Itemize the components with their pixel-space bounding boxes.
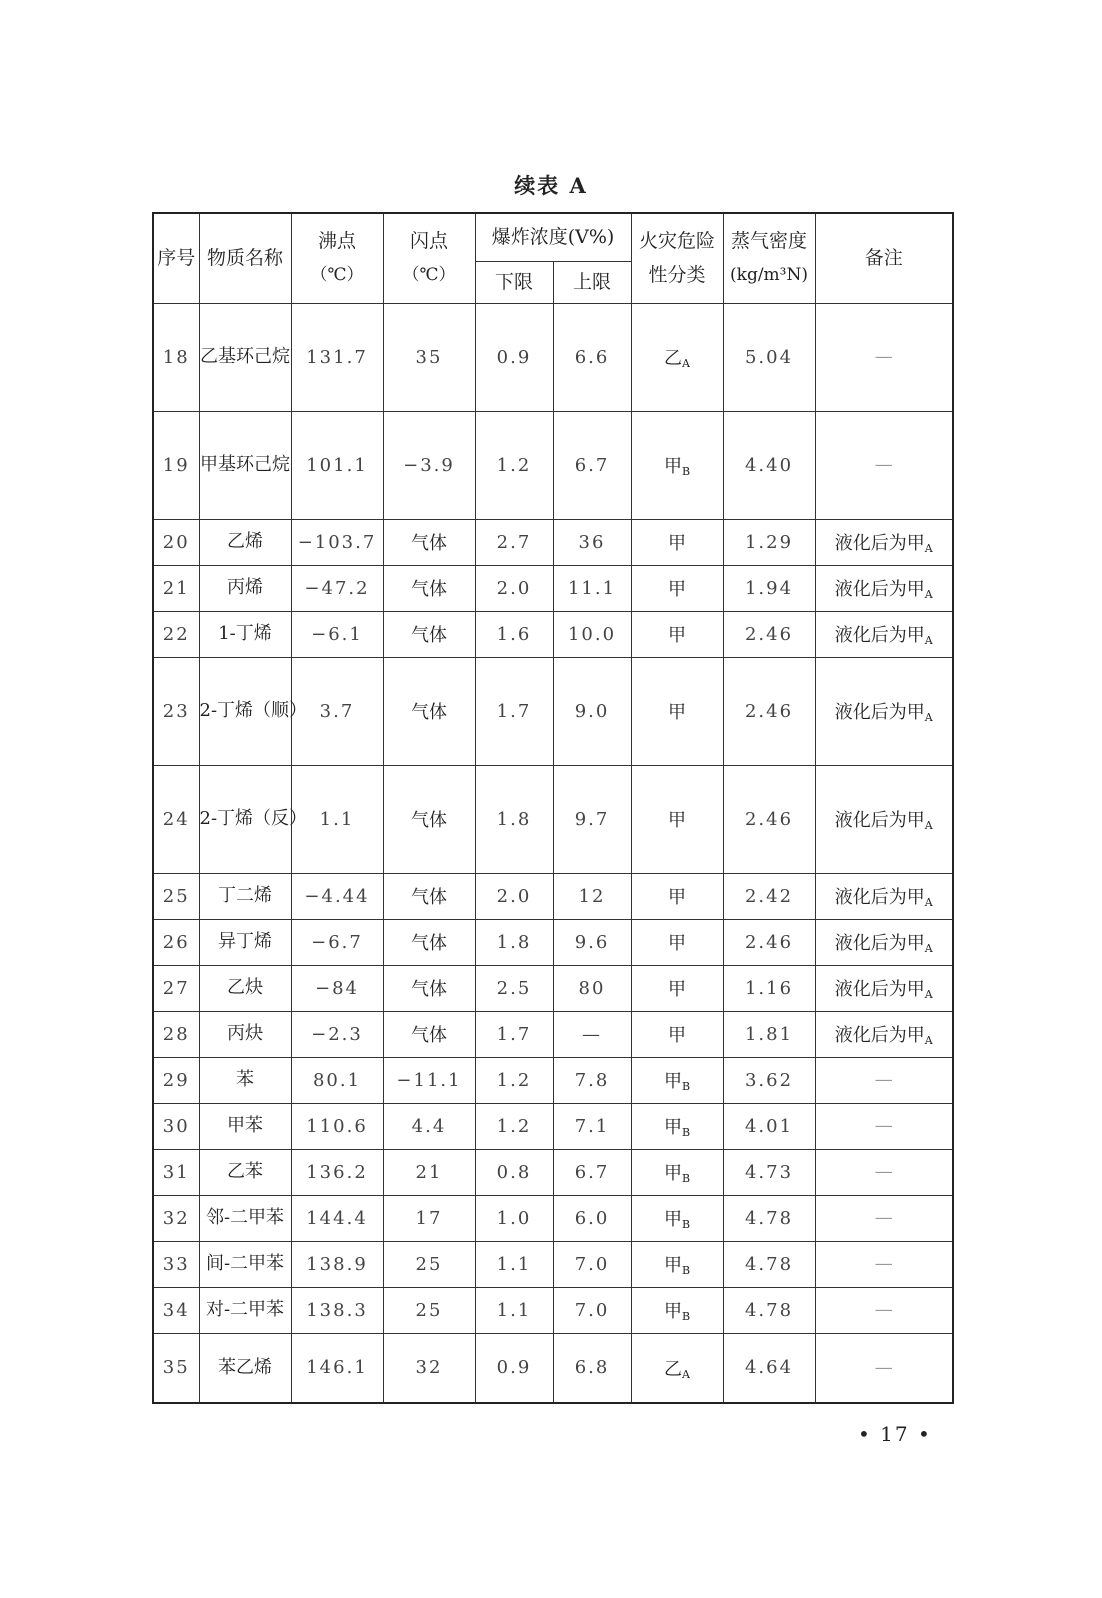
remarks-subscript: A [924, 896, 933, 909]
remarks-text: — [874, 454, 893, 475]
lower-limit: 1.2 [475, 411, 553, 519]
lower-limit: 1.8 [475, 919, 553, 965]
header-index: 序号 [153, 213, 199, 303]
flash-point: −3.9 [383, 411, 475, 519]
boiling-point: 144.4 [291, 1195, 383, 1241]
row-index: 31 [153, 1149, 199, 1195]
table-row [153, 1011, 953, 1057]
flash-point: 气体 [383, 611, 475, 657]
fire-class-label: 甲 [668, 979, 687, 1000]
remarks-subscript: A [924, 588, 933, 601]
table-row [153, 565, 953, 611]
fire-class-label: 甲 [668, 579, 687, 600]
table-row [153, 411, 953, 519]
fire-class [631, 303, 723, 411]
substance-name: 2-丁烯（反） [199, 765, 291, 873]
upper-limit: 80 [553, 965, 631, 1011]
remarks-subscript: A [924, 988, 933, 1001]
fire-class-label: 甲 [663, 1163, 682, 1184]
remarks-text: — [874, 346, 893, 367]
fire-class-label: 甲 [663, 1255, 682, 1276]
substance-name: 邻-二甲苯 [199, 1195, 291, 1241]
upper-limit: 7.0 [553, 1287, 631, 1333]
substance-name: 丙烯 [199, 565, 291, 611]
substance-name: 乙基环己烷 [199, 303, 291, 411]
table-row [153, 1149, 953, 1195]
remarks-subscript: A [924, 942, 933, 955]
vapor-density: 2.46 [723, 611, 815, 657]
row-index: 21 [153, 565, 199, 611]
vapor-density: 1.29 [723, 519, 815, 565]
fire-class-subscript: B [681, 1126, 691, 1139]
flash-point: 气体 [383, 765, 475, 873]
fire-class-label: 甲 [668, 533, 687, 554]
fire-class [631, 965, 723, 1011]
remarks-text: 液化后为甲 [834, 887, 925, 908]
lower-limit: 1.7 [475, 657, 553, 765]
fire-class-subscript: B [681, 1310, 691, 1323]
remarks-text: 液化后为甲 [834, 625, 925, 646]
header-name: 物质名称 [199, 213, 291, 303]
vapor-density: 1.81 [723, 1011, 815, 1057]
upper-limit: 6.8 [553, 1333, 631, 1403]
lower-limit: 1.0 [475, 1195, 553, 1241]
boiling-point: 80.1 [291, 1057, 383, 1103]
table-row [153, 1057, 953, 1103]
vapor-density: 2.46 [723, 657, 815, 765]
fire-class [631, 1333, 723, 1403]
flash-point: 4.4 [383, 1103, 475, 1149]
upper-limit: 10.0 [553, 611, 631, 657]
row-index: 18 [153, 303, 199, 411]
substance-name: 异丁烯 [199, 919, 291, 965]
vapor-density: 2.42 [723, 873, 815, 919]
header-explosion-limits: 爆炸浓度(V%) [475, 213, 631, 261]
remarks [815, 411, 953, 519]
flash-point: 气体 [383, 965, 475, 1011]
remarks-text: 液化后为甲 [834, 979, 925, 1000]
remarks [815, 303, 953, 411]
substance-name: 2-丁烯（顺） [199, 657, 291, 765]
header-remarks: 备注 [815, 213, 953, 303]
vapor-density: 4.64 [723, 1333, 815, 1403]
vapor-density: 4.73 [723, 1149, 815, 1195]
table-row [153, 919, 953, 965]
remarks-text: 液化后为甲 [834, 810, 925, 831]
remarks [815, 565, 953, 611]
fire-class-label: 甲 [668, 933, 687, 954]
lower-limit: 1.1 [475, 1241, 553, 1287]
fire-class [631, 565, 723, 611]
remarks [815, 765, 953, 873]
fire-class-subscript: B [681, 1218, 691, 1231]
fire-class-label: 甲 [668, 702, 687, 723]
lower-limit: 2.7 [475, 519, 553, 565]
boiling-point: 110.6 [291, 1103, 383, 1149]
row-index: 25 [153, 873, 199, 919]
fire-class [631, 919, 723, 965]
hazardous-substances-table [152, 212, 954, 1404]
fire-class [631, 873, 723, 919]
table-row [153, 1241, 953, 1287]
lower-limit: 2.0 [475, 873, 553, 919]
vapor-density: 3.62 [723, 1057, 815, 1103]
boiling-point: 101.1 [291, 411, 383, 519]
header-boiling-label: 沸点 [317, 230, 356, 253]
header-flash-label: 闪点 [409, 230, 448, 253]
header-vapor-label: 蒸气密度 [731, 230, 808, 253]
remarks [815, 1011, 953, 1057]
flash-point: 32 [383, 1333, 475, 1403]
lower-limit: 0.9 [475, 303, 553, 411]
fire-class [631, 1103, 723, 1149]
fire-class [631, 1241, 723, 1287]
flash-point: 气体 [383, 565, 475, 611]
remarks [815, 1333, 953, 1403]
row-index: 29 [153, 1057, 199, 1103]
remarks-text: 液化后为甲 [834, 533, 925, 554]
substance-name: 甲苯 [199, 1103, 291, 1149]
substance-name: 苯 [199, 1057, 291, 1103]
remarks-subscript: A [924, 819, 933, 832]
row-index: 22 [153, 611, 199, 657]
row-index: 23 [153, 657, 199, 765]
fire-class-label: 甲 [663, 456, 682, 477]
remarks-text: 液化后为甲 [834, 933, 925, 954]
header-fire-class: 火灾危险性分类 [631, 213, 723, 303]
remarks-text: 液化后为甲 [834, 1025, 925, 1046]
upper-limit: 6.0 [553, 1195, 631, 1241]
fire-class-label: 甲 [663, 1117, 682, 1138]
remarks-text: 液化后为甲 [834, 579, 925, 600]
substance-name: 乙炔 [199, 965, 291, 1011]
remarks [815, 519, 953, 565]
vapor-density: 4.78 [723, 1195, 815, 1241]
remarks-text: — [874, 1253, 893, 1274]
vapor-density: 4.40 [723, 411, 815, 519]
row-index: 34 [153, 1287, 199, 1333]
upper-limit: — [553, 1011, 631, 1057]
remarks [815, 1241, 953, 1287]
table-row [153, 519, 953, 565]
row-index: 28 [153, 1011, 199, 1057]
vapor-density: 1.16 [723, 965, 815, 1011]
fire-class-label: 甲 [663, 1301, 682, 1322]
row-index: 19 [153, 411, 199, 519]
remarks-text: — [874, 1161, 893, 1182]
remarks [815, 1287, 953, 1333]
header-flash-point [383, 213, 475, 303]
flash-point: −11.1 [383, 1057, 475, 1103]
row-index: 24 [153, 765, 199, 873]
vapor-density: 2.46 [723, 919, 815, 965]
table-row [153, 873, 953, 919]
substance-name: 间-二甲苯 [199, 1241, 291, 1287]
fire-class-label: 甲 [668, 625, 687, 646]
remarks [815, 1149, 953, 1195]
boiling-point: −4.44 [291, 873, 383, 919]
header-lower-limit: 下限 [475, 261, 553, 303]
fire-class-label: 乙 [664, 1358, 683, 1380]
fire-class-label: 甲 [668, 810, 687, 831]
vapor-density: 4.78 [723, 1241, 815, 1287]
lower-limit: 1.1 [475, 1287, 553, 1333]
fire-class [631, 1011, 723, 1057]
header-vapor-unit: (kg/m³N) [730, 265, 809, 286]
substance-name: 乙烯 [199, 519, 291, 565]
remarks-text: 液化后为甲 [834, 702, 925, 723]
header-vapor-density [723, 213, 815, 303]
remarks-subscript: A [924, 542, 933, 555]
boiling-point: 131.7 [291, 303, 383, 411]
lower-limit: 2.5 [475, 965, 553, 1011]
flash-point: 气体 [383, 519, 475, 565]
remarks [815, 873, 953, 919]
lower-limit: 1.8 [475, 765, 553, 873]
upper-limit: 12 [553, 873, 631, 919]
row-index: 27 [153, 965, 199, 1011]
remarks-text: — [874, 1299, 893, 1320]
upper-limit: 11.1 [553, 565, 631, 611]
upper-limit: 6.7 [553, 411, 631, 519]
upper-limit: 7.8 [553, 1057, 631, 1103]
header-boiling-point [291, 213, 383, 303]
upper-limit: 9.0 [553, 657, 631, 765]
fire-class-subscript: B [681, 1172, 691, 1185]
boiling-point: 146.1 [291, 1333, 383, 1403]
header-upper-limit: 上限 [553, 261, 631, 303]
upper-limit: 36 [553, 519, 631, 565]
substance-name: 甲基环己烷 [199, 411, 291, 519]
flash-point: 17 [383, 1195, 475, 1241]
remarks [815, 657, 953, 765]
upper-limit: 9.7 [553, 765, 631, 873]
table-row [153, 965, 953, 1011]
table-row [153, 1103, 953, 1149]
header-boiling-unit: （℃） [310, 265, 364, 286]
fire-class-label: 甲 [668, 887, 687, 908]
fire-class-subscript: B [681, 1264, 691, 1277]
substance-name: 1-丁烯 [199, 611, 291, 657]
upper-limit: 6.6 [553, 303, 631, 411]
remarks [815, 1195, 953, 1241]
flash-point: 25 [383, 1287, 475, 1333]
table-row [153, 765, 953, 873]
fire-class [631, 1195, 723, 1241]
remarks-text: — [874, 1356, 893, 1378]
fire-class-label: 甲 [663, 1209, 682, 1230]
flash-point: 21 [383, 1149, 475, 1195]
fire-class-subscript: A [682, 1367, 690, 1381]
fire-class-label: 甲 [663, 1071, 682, 1092]
flash-point: 气体 [383, 1011, 475, 1057]
remarks-subscript: A [924, 1034, 933, 1047]
remarks-text: — [874, 1207, 893, 1228]
fire-class-subscript: B [681, 465, 691, 478]
lower-limit: 2.0 [475, 565, 553, 611]
substance-name: 对-二甲苯 [199, 1287, 291, 1333]
lower-limit: 1.2 [475, 1057, 553, 1103]
flash-point: 35 [383, 303, 475, 411]
flash-point: 气体 [383, 657, 475, 765]
remarks [815, 1103, 953, 1149]
remarks [815, 1057, 953, 1103]
vapor-density: 5.04 [723, 303, 815, 411]
boiling-point: −84 [291, 965, 383, 1011]
vapor-density: 4.01 [723, 1103, 815, 1149]
upper-limit: 7.0 [553, 1241, 631, 1287]
fire-class [631, 1287, 723, 1333]
boiling-point: −6.7 [291, 919, 383, 965]
fire-class [631, 657, 723, 765]
table-row [153, 611, 953, 657]
fire-class [631, 611, 723, 657]
fire-class [631, 1057, 723, 1103]
upper-limit: 6.7 [553, 1149, 631, 1195]
boiling-point: −103.7 [291, 519, 383, 565]
fire-class-label: 甲 [668, 1025, 687, 1046]
remarks-text: — [874, 1069, 893, 1090]
table-row [153, 657, 953, 765]
remarks [815, 611, 953, 657]
flash-point: 25 [383, 1241, 475, 1287]
vapor-density: 1.94 [723, 565, 815, 611]
flash-point: 气体 [383, 873, 475, 919]
substance-name: 丁二烯 [199, 873, 291, 919]
boiling-point: −2.3 [291, 1011, 383, 1057]
row-index: 20 [153, 519, 199, 565]
row-index: 32 [153, 1195, 199, 1241]
table-title: 续表 A [514, 173, 588, 198]
substance-name: 苯乙烯 [199, 1333, 291, 1403]
vapor-density: 4.78 [723, 1287, 815, 1333]
lower-limit: 0.9 [475, 1333, 553, 1403]
table-row [153, 303, 953, 411]
lower-limit: 1.2 [475, 1103, 553, 1149]
fire-class [631, 411, 723, 519]
remarks [815, 965, 953, 1011]
lower-limit: 1.6 [475, 611, 553, 657]
row-index: 35 [153, 1333, 199, 1403]
boiling-point: 138.9 [291, 1241, 383, 1287]
row-index: 26 [153, 919, 199, 965]
remarks [815, 919, 953, 965]
boiling-point: 3.7 [291, 657, 383, 765]
table-row [153, 1287, 953, 1333]
boiling-point: −6.1 [291, 611, 383, 657]
boiling-point: 138.3 [291, 1287, 383, 1333]
upper-limit: 7.1 [553, 1103, 631, 1149]
fire-class [631, 765, 723, 873]
page-number: • 17 • [858, 1422, 932, 1446]
lower-limit: 0.8 [475, 1149, 553, 1195]
fire-class [631, 519, 723, 565]
substance-name: 丙炔 [199, 1011, 291, 1057]
header-flash-unit: （℃） [402, 265, 456, 286]
fire-class-subscript: B [681, 1080, 691, 1093]
lower-limit: 1.7 [475, 1011, 553, 1057]
fire-class-label: 乙 [664, 348, 683, 369]
fire-class-subscript: A [682, 357, 690, 370]
substance-name: 乙苯 [199, 1149, 291, 1195]
remarks-text: — [874, 1115, 893, 1136]
table-row [153, 1195, 953, 1241]
table-row [153, 1333, 953, 1403]
remarks-subscript: A [924, 711, 933, 724]
boiling-point: −47.2 [291, 565, 383, 611]
remarks-subscript: A [924, 634, 933, 647]
row-index: 33 [153, 1241, 199, 1287]
vapor-density: 2.46 [723, 765, 815, 873]
boiling-point: 136.2 [291, 1149, 383, 1195]
boiling-point: 1.1 [291, 765, 383, 873]
upper-limit: 9.6 [553, 919, 631, 965]
row-index: 30 [153, 1103, 199, 1149]
flash-point: 气体 [383, 919, 475, 965]
fire-class [631, 1149, 723, 1195]
